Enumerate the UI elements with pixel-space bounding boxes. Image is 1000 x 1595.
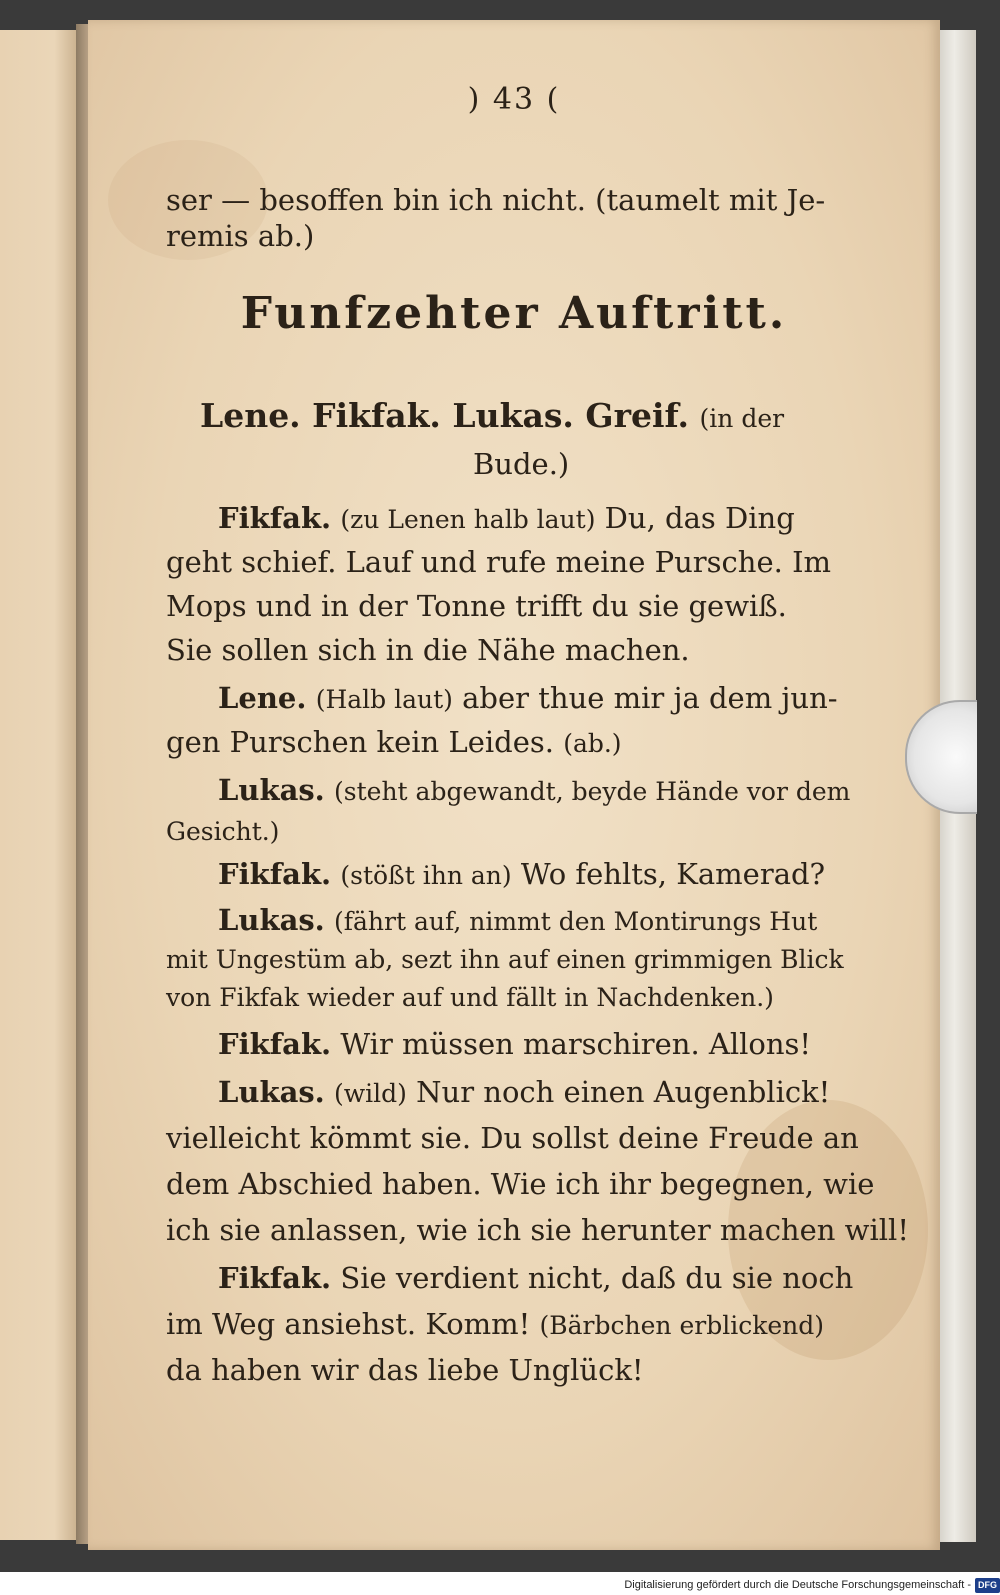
stage-direction: mit Ungestüm ab, sezt ihn auf einen grimmigen Blick [166, 945, 844, 974]
dialogue-line [218, 1024, 811, 1064]
stage-direction: (zu Lenen halb laut) [340, 505, 596, 534]
dialogue-text: Wir müssen marschiren. Allons! [340, 1027, 812, 1061]
stage-direction: von Fikfak wieder auf und fällt in Nachdenken.) [166, 983, 774, 1012]
dialogue-text: Sie verdient nicht, daß du sie noch [340, 1261, 854, 1295]
dialogue-line [218, 770, 850, 812]
stage-direction: (ab.) [563, 729, 622, 758]
dialogue-text: im Weg ansiehst. Komm! [166, 1307, 531, 1341]
stage-direction: (Halb laut) [315, 685, 453, 714]
digitization-credit [560, 1576, 1000, 1595]
dialogue-text: Wo fehlts, Kamerad? [520, 857, 826, 891]
speaker-name: Fikfak. [218, 501, 332, 535]
cast-names: Lene. Fikfak. Lukas. Greif. [200, 396, 690, 435]
stage-direction: (fährt auf, nimmt den Montirungs Hut [334, 907, 818, 936]
stage-direction: (wild) [334, 1079, 407, 1108]
page-number: ) 43 ( [467, 82, 561, 117]
dialogue-line [166, 722, 622, 764]
dialogue-text: Du, das Ding [604, 501, 795, 535]
dialogue-line: Mops und in der Tonne trifft du sie gewiß. [166, 589, 787, 623]
dialogue-line: ich sie anlassen, wie ich sie herunter machen will! [166, 1213, 909, 1247]
dialogue-text: aber thue mir ja dem jun- [462, 681, 838, 715]
credit-text: Digitalisierung gefördert durch die Deutsche Forschungsgemeinschaft - [624, 1579, 971, 1591]
dialogue-line [218, 1258, 853, 1298]
stage-direction: (Bärbchen erblickend) [539, 1311, 825, 1340]
dialogue-line: dem Abschied haben. Wie ich ihr begegnen, wie [166, 1167, 875, 1201]
stage-direction: Gesicht.) [166, 817, 280, 846]
speaker-name: Fikfak. [218, 1261, 332, 1295]
stage-direction: (steht abgewandt, beyde Hände vor dem [334, 777, 851, 806]
text-line: ser — besoffen bin ich nicht. (taumelt mit Je- [166, 183, 826, 217]
dialogue-line [218, 900, 817, 942]
dialogue-line [166, 1304, 824, 1346]
book-page [88, 20, 940, 1550]
speaker-name: Fikfak. [218, 857, 332, 891]
stage-direction: (stößt ihn an) [340, 861, 512, 890]
dialogue-line: vielleicht kömmt sie. Du sollst deine Freude an [166, 1121, 859, 1155]
speaker-name: Fikfak. [218, 1027, 332, 1061]
dialogue-line [218, 498, 795, 540]
stage-direction: (in der [699, 404, 785, 433]
speaker-name: Lukas. [218, 773, 325, 807]
text-line: remis ab.) [166, 219, 315, 253]
dialogue-line: geht schief. Lauf und rufe meine Pursche. Im [166, 545, 832, 579]
dialogue-line: Sie sollen sich in die Nähe machen. [166, 633, 690, 667]
dialogue-line [218, 854, 825, 896]
dialogue-text: gen Purschen kein Leides. [166, 725, 554, 759]
scene-heading: Funfzehter Auftritt. [240, 288, 788, 339]
speaker-name: Lukas. [218, 1075, 325, 1109]
dfg-logo: DFG [975, 1578, 1000, 1593]
dialogue-line [218, 1072, 830, 1114]
dialogue-text: Nur noch einen Augenblick! [416, 1075, 831, 1109]
dialogue-line: da haben wir das liebe Unglück! [166, 1353, 644, 1387]
speaker-name: Lukas. [218, 903, 325, 937]
dialogue-line [218, 678, 838, 720]
cast-list [200, 396, 784, 439]
left-page-edge [0, 30, 78, 1540]
stage-direction: Bude.) [473, 447, 570, 481]
speaker-name: Lene. [218, 681, 307, 715]
